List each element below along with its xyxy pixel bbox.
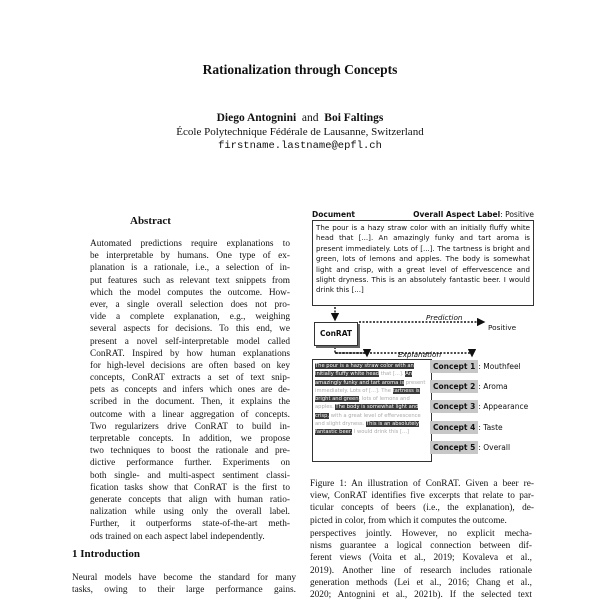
text-line: pets as concepts and infers which ones are de- [90, 385, 290, 396]
text-line: view, ConRAT identifies five excerpts that relate to par- [310, 491, 534, 502]
concept-item [430, 380, 536, 400]
author-conjunction: and [301, 112, 319, 124]
text-line: Neural models have become the standard for many [72, 573, 296, 583]
concept-badge: Concept 3 [430, 400, 478, 413]
concept-item [430, 441, 536, 461]
prediction-label: Prediction [426, 313, 463, 322]
text-line: which the model computes the outcome. How- [90, 287, 290, 298]
text-line: Further, it outperforms state-of-the-art meth- [90, 519, 290, 530]
figure-1 [312, 210, 534, 472]
concept-badge: Concept 5 [430, 441, 478, 454]
highlighted-document [312, 359, 432, 462]
text-line: for high-level decisions are often based on key [90, 360, 290, 371]
text-line: terpretable concepts. In addition, we propose [90, 434, 290, 444]
text-line: generation methods (Lei et al., 2016; Chang et al., [310, 577, 532, 588]
right-column-body [310, 528, 532, 601]
plain-span: that [...]. [380, 371, 404, 378]
text-line: generate concepts that align with human ratio- [90, 494, 290, 505]
text-line: present a novel self-interpretable model called [90, 336, 290, 347]
figure-document-box: The pour is a hazy straw color with an initially fluffy white head that [...]. An amazingly funky and tart aroma is present immediately. Lots of [...]. The tartness is bright and green, lots of lemons and apples. The body is somewhat light and crisp, with a great level of effervescence and slight dryness. This is an absolutely fantastic beer. I would drink this [...] [312, 220, 534, 306]
concept-name: : Mouthfeel [478, 362, 521, 371]
concept-badge: Concept 2 [430, 380, 478, 393]
text-line: nalization while using only the overall label. [90, 507, 290, 518]
text-line: both single- and multi-aspect sentiment classi- [90, 470, 290, 481]
highlight-span: This is an absolutely fantastic beer. [315, 421, 419, 436]
text-line: ticular concepts of beers (i.e., the explanation), de- [310, 503, 534, 514]
text-line: ods trained on each aspect label independently. [90, 531, 265, 542]
text-line: Automated predictions require explanations to [90, 239, 290, 249]
abstract-body [90, 238, 290, 543]
text-line: outcome with a linear aggregation of concepts. [90, 409, 290, 420]
text-line: ferent views (Voita et al., 2019; Kovaleva et al., [310, 553, 532, 564]
concept-item [430, 360, 536, 380]
text-line: planation is a rationale, i.e., a selection of in- [90, 263, 290, 274]
explanation-label: Explanation [398, 350, 442, 359]
text-line: scribed in the document. Then, it explains the [90, 397, 290, 408]
author-2: Boi Faltings [324, 112, 384, 124]
prediction-output: Positive [488, 323, 517, 332]
concept-item [430, 421, 536, 441]
concept-name: : Taste [478, 422, 503, 432]
aspect-label-prefix: Overall Aspect Label [413, 210, 501, 219]
model-box: ConRAT [314, 322, 358, 346]
text-line: Two regularizers drive ConRAT to build in- [90, 421, 290, 432]
introduction-body [72, 572, 296, 596]
concept-name: : Aroma [478, 382, 508, 392]
text-line: 2019). Another line of research includes rationale [310, 565, 532, 576]
text-line: nisms guarantee a logical connection between dif- [310, 541, 532, 552]
text-line: ConRAT. Inspired by how human explanations [90, 348, 290, 359]
text-line: tasks, owing to their large performance gains. [72, 585, 296, 596]
text-line: picted in color, from which it computes the outcome. [310, 515, 507, 526]
text-line: vide a complete explanation, e.g., weighing [90, 312, 290, 323]
concept-name: : Overall [478, 442, 511, 452]
text-line: perspectives jointly. However, no explicit mecha- [310, 529, 532, 539]
plain-span: with a great level of effervescence and slight dryness. [315, 412, 421, 428]
abstract-heading: Abstract [130, 215, 171, 227]
concept-name: : Appearance [478, 402, 529, 412]
highlight-span: The body is somewhat light and crisp, [315, 404, 419, 419]
concept-list [430, 360, 536, 461]
concept-badge: Concept 1 [430, 360, 478, 373]
author-1: Diego Antognini [216, 112, 297, 124]
affiliation: École Polytechnique Fédérale de Lausanne, Switzerland [176, 126, 424, 138]
section-heading-introduction: 1 Introduction [72, 548, 140, 560]
paper-title: Rationalization through Concepts [202, 62, 398, 77]
plain-span: , lots of lemons and apples. [315, 396, 410, 411]
text-line: two techniques to boost the rationale and pre- [90, 446, 290, 457]
text-line: fication tasks show that ConRAT is the first to [90, 482, 290, 493]
author-line [0, 112, 600, 124]
explanation-arrow-left [335, 347, 367, 356]
highlight-span: An amazingly funky and tart aroma is [315, 371, 413, 386]
concept-badge: Concept 4 [430, 421, 478, 434]
concept-item [430, 400, 536, 420]
text-line: concepts, ConRAT extracts a set of text snip- [90, 373, 290, 384]
figure-caption [310, 478, 534, 527]
highlight-span: The pour is a hazy straw color with an initially fluffy white head [315, 363, 414, 378]
text-line: 2020; Antognini et al., 2021b). If the selected text [310, 589, 532, 600]
email: firstname.lastname@epfl.ch [218, 140, 382, 152]
text-line: put features such as relevant text snippets from [90, 275, 290, 286]
highlight-span: tartness is bright and green [315, 387, 420, 403]
plain-span: present immediately. Lots of [...]. The [315, 379, 426, 394]
aspect-label-value: : Positive [500, 210, 534, 219]
figure-document-label: Document [312, 210, 355, 219]
text-line: be interpretable by humans. One type of ex- [90, 251, 290, 262]
plain-span: I would drink this [...] [353, 429, 410, 436]
text-line: several aspects for decisions. To this end, we [90, 324, 290, 335]
text-line: ever, a single overall selection does not pro- [90, 299, 290, 310]
text-line: Figure 1: An illustration of ConRAT. Given a beer re- [310, 479, 534, 489]
text-line: dictive performance further. Experiments on [90, 458, 290, 469]
